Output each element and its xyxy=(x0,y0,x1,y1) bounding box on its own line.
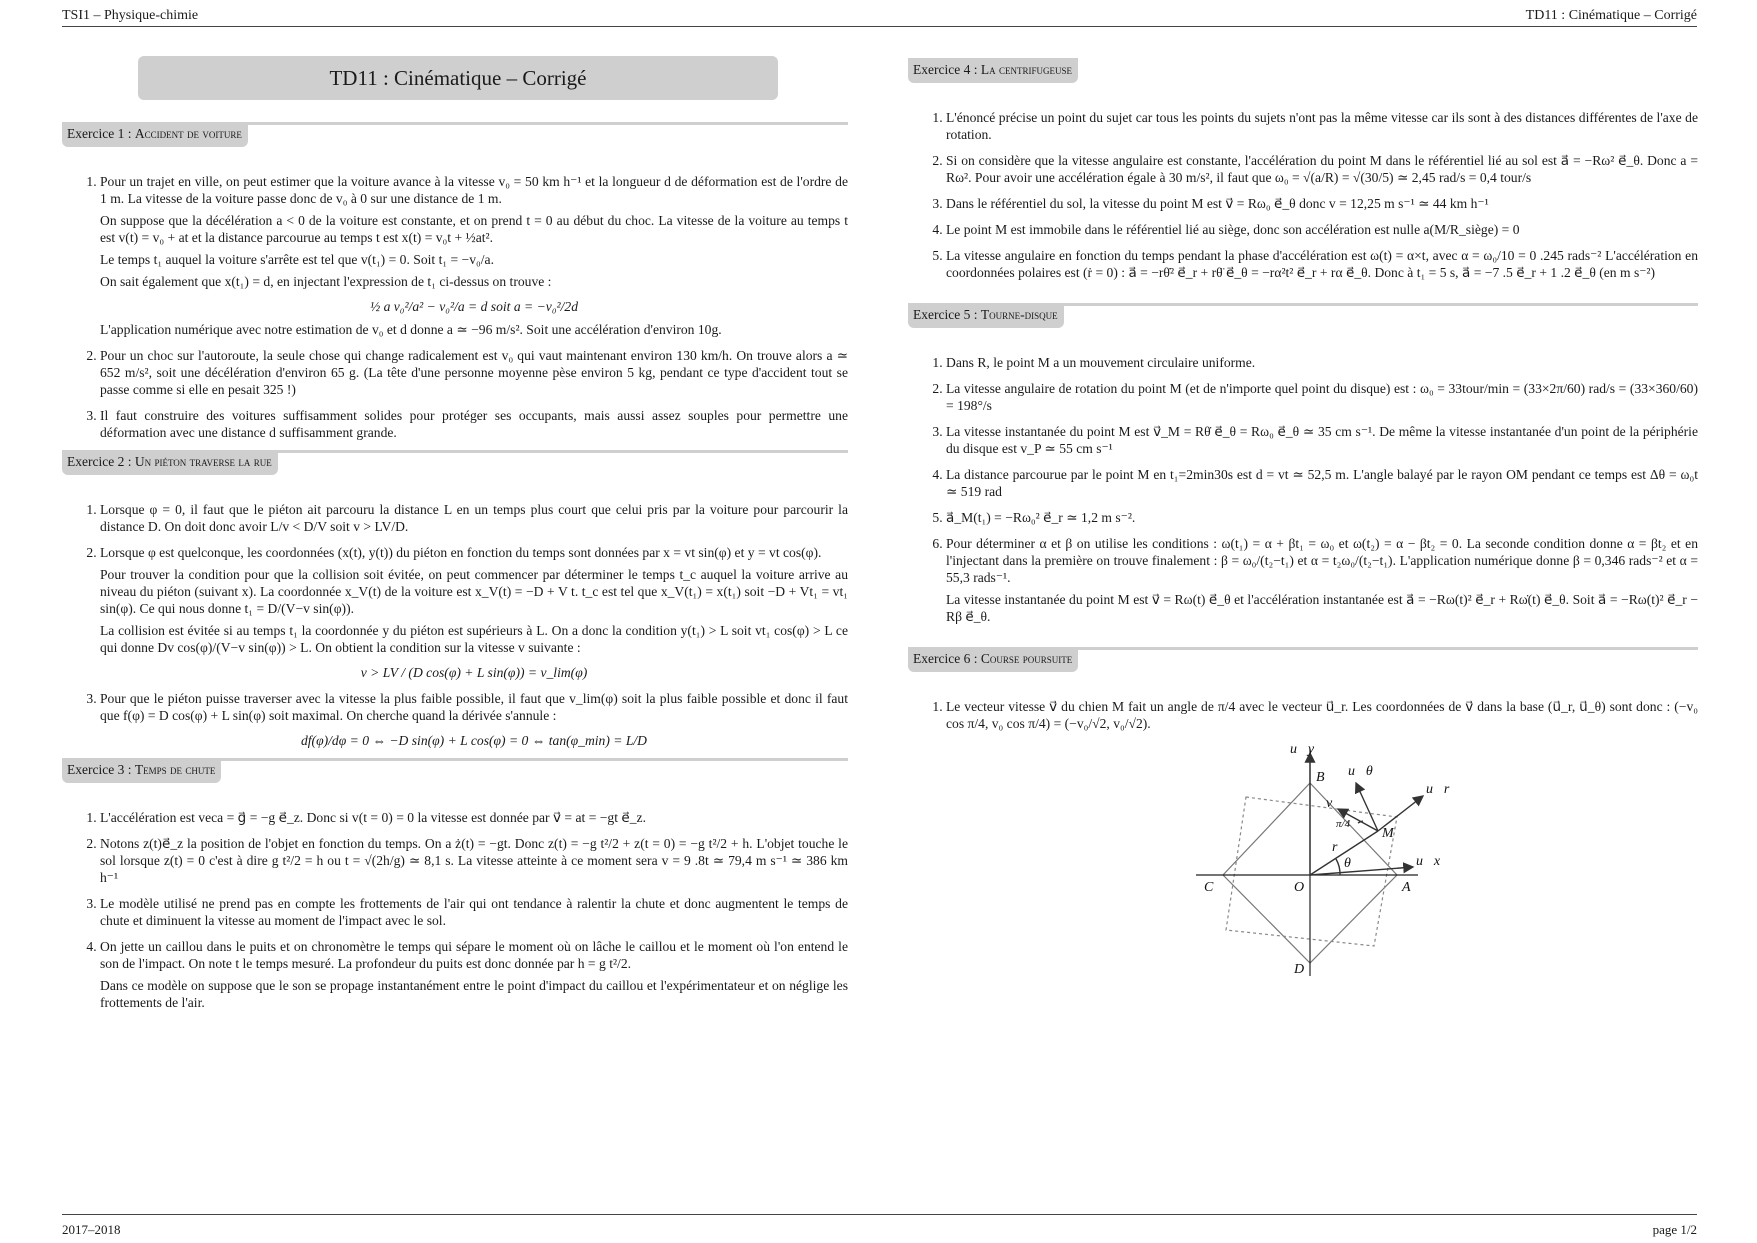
label-O: O xyxy=(1294,880,1305,895)
list-item: 2. Notons z(t)e⃗_z la position de l'objet en fonction du temps. On a ż(t) = −gt. Donc z(t) = −g t²/2 + z(t = 0) = −g t²/2 + h. L'objet touche le sol lorsque z(t) = 0 c'est à dire g t²/2 = h ou t = √(2h/g) ≃ 8,1 s. La vitesse atteinte à ce moment sera v = 9 .8t ≃ 79,4 m s⁻¹ ≃ 386 km h⁻¹ xyxy=(100,835,848,886)
exercise-name: Temps de chute xyxy=(134,762,216,777)
exercise-label: Exercice 5 : xyxy=(913,307,981,322)
footer-rule xyxy=(62,1214,1697,1215)
list-item: 3. Pour que le piéton puisse traverser avec la vitesse la plus faible possible, il faut que v_lim(φ) soit la plus faible possible et donc il faut que f(φ) = D cos(φ) + L sin(φ) soit maximal. On cherche quand la dérivée s'annule : df(φ)/dφ = 0 ⇔ −D sin(φ) + L cos(φ) = 0 ⇔ tan(φ_min) = L/D xyxy=(100,690,848,749)
label-A: A xyxy=(1402,880,1411,895)
list-item: 1. L'accélération est veca = g⃗ = −g e⃗_z. Donc si v(t = 0) = 0 la vitesse est donnée par v⃗ = at = −gt e⃗_z. xyxy=(100,809,848,826)
paragraph: Dans ce modèle on suppose que le son se propage instantanément entre le point d'impact du caillou et l'expérimentateur et on néglige les frottements de l'air. xyxy=(100,978,848,1010)
list-item: 4. La distance parcourue par le point M en t₁=2min30s est d = vt ≃ 52,5 m. L'angle balayé par le rayon OM pendant ce temps est Δθ = ω₀t ≃ 519 rad xyxy=(946,466,1698,500)
footer-left: 2017–2018 xyxy=(62,1222,121,1237)
list-item: 1. Pour un trajet en ville, on peut estimer que la voiture avance à la vitesse v₀ = 50 km h⁻¹ et la longueur d de déformation est de l'ordre de 1 m. La vitesse de la voiture passe donc de v₀ à 0 sur une distance de 1 m. On suppose que la décélération a < 0 de la voiture est constante, et on prend t = 0 au début du choc. La vitesse de la voiture au temps t est v(t) = v₀ + at et la distance parcourue au temps t est x(t) = v₀t + ½at². Le temps t₁ auquel la voiture s'arrête est tel que v(t₁) = 0. Soit t₁ = −v₀/a. On sait également que x(t₁) = d, en injectant l'expression de t₁ ci-dessus on trouve : ½ a v₀²/a² − v₀²/a = d soit a = −v₀²/2d L'application numérique avec notre estimation de v₀ et d donne a ≃ −96 m/s². Soit une accélération d'environ 10g. xyxy=(100,173,848,338)
label-B: B xyxy=(1316,770,1325,785)
exercise-1-header xyxy=(62,122,848,147)
utheta-vector xyxy=(1356,783,1378,831)
exercise-name: Un piéton traverse la rue xyxy=(134,454,272,469)
list-item: 4. Le point M est immobile dans le référentiel lié au siège, donc son accélération est nulle a(M/R_siège) = 0 xyxy=(946,221,1698,238)
exercise-3-list xyxy=(62,809,848,1011)
label-uy: u⃗y xyxy=(1290,742,1315,757)
ux-vector xyxy=(1310,867,1413,875)
list-item: 2. Pour un choc sur l'autoroute, la seule chose qui change radicalement est v₀ qui vaut maintenant environ 130 km/h. On trouve alors a ≃ 652 m/s², soit une décélération d'environ 65 g. (La tête d'une personne moyenne pèse environ 5 kg, pendant ce type d'accident tout se passe comme si elle en pesait 325 !) xyxy=(100,347,848,398)
exercise-label: Exercice 4 : xyxy=(913,62,981,77)
list-item: 1. Dans R, le point M a un mouvement circulaire uniforme. xyxy=(946,354,1698,371)
list-item: 2. Si on considère que la vitesse angulaire est constante, l'accélération du point M dans le référentiel lié au sol est a⃗ = −Rω² e⃗_θ. Donc a = Rω². Pour avoir une accélération égale à 30 m/s², il faut que ω₀ = √(a/R) = √(30/5) ≃ 2,45 rad/s = 0,4 tour/s xyxy=(946,152,1698,186)
exercise-label: Exercice 2 : xyxy=(67,454,135,469)
exercise-name: Course poursuite xyxy=(980,651,1073,666)
label-D: D xyxy=(1294,962,1305,977)
exercise-6-header xyxy=(908,647,1698,672)
equation: v > LV / (D cos(φ) + L sin(φ)) = v_lim(φ) xyxy=(360,665,588,680)
list-item: 2. La vitesse angulaire de rotation du point M (et de n'importe quel point du disque) est : ω₀ = 33tour/min = (33×2π/60) rad/s = (33×360/60) = 198°/s xyxy=(946,380,1698,414)
paragraph: La collision est évitée si au temps t₁ la coordonnée y du piéton est supérieurs à L. On a donc la condition y(t₁) > L soit vt₁ cos(φ) > L ce qui donne Dv cos(φ)/(V−v sin(φ)) > L. On obtient la condition sur la vitesse v suivante : xyxy=(100,623,848,655)
exercise-label: Exercice 6 : xyxy=(913,651,981,666)
equation: df(φ)/dφ = 0 ⇔ −D sin(φ) + L cos(φ) = 0 ⇔ tan(φ_min) = L/D xyxy=(300,733,648,748)
label-v: v⃗ xyxy=(1326,796,1344,811)
list-item: 3. Dans le référentiel du sol, la vitesse du point M est v⃗ = Rω₀ e⃗_θ donc v = 12,25 m s⁻¹ ≃ 44 km h⁻¹ xyxy=(946,195,1698,212)
exercise-name: La centrifugeuse xyxy=(980,62,1072,77)
list-item: 4. On jette un caillou dans le puits et on chronomètre le temps qui sépare le moment où on lâche le caillou et le moment où l'on entend le son de l'impact. On note t le temps mesuré. La profondeur du puits est donc donnée par h = g t²/2. Dans ce modèle on suppose que le son se propage instantanément entre le point d'impact du caillou et l'expérimentateur et on néglige les frottements de l'air. xyxy=(100,938,848,1011)
list-item: 1. L'énoncé précise un point du sujet car tous les points du sujets n'ont pas la même vitesse car ils sont à des distances différentes de l'axe de rotation. xyxy=(946,109,1698,143)
exercise-4-list xyxy=(908,109,1698,281)
left-column xyxy=(62,52,848,1020)
label-theta: θ xyxy=(1344,856,1351,871)
header-rule xyxy=(62,26,1697,27)
exercise-6-list xyxy=(908,698,1698,732)
label-utheta: u⃗θ xyxy=(1348,764,1373,779)
right-column xyxy=(908,52,1698,991)
course-poursuite-figure xyxy=(908,741,1698,991)
exercise-2-header xyxy=(62,450,848,475)
exercise-label: Exercice 1 : xyxy=(67,126,135,141)
list-item: 3. La vitesse instantanée du point M est v⃗_M = Rθ̇ e⃗_θ = Rω₀ e⃗_θ ≃ 35 cm s⁻¹. De même la vitesse instantanée d'un point de la périphérie du disque est v_P ≃ 55 cm s⁻¹ xyxy=(946,423,1698,457)
exercise-name: Tourne-disque xyxy=(980,307,1058,322)
exercise-4-header xyxy=(908,58,1698,83)
exercise-5-list xyxy=(908,354,1698,625)
paragraph: L'application numérique avec notre estimation de v₀ et d donne a ≃ −96 m/s². Soit une accélération d'environ 10g. xyxy=(100,322,722,337)
page-title: TD11 : Cinématique – Corrigé xyxy=(138,56,778,100)
label-C: C xyxy=(1204,880,1214,895)
header-right: TD11 : Cinématique – Corrigé xyxy=(1525,8,1697,23)
paragraph: On sait également que x(t₁) = d, en injectant l'expression de t₁ ci-dessus on trouve : xyxy=(100,274,552,289)
footer-page-number: page 1/2 xyxy=(1652,1222,1697,1237)
label-M: M xyxy=(1382,826,1394,841)
list-item: 6. Pour déterminer α et β on utilise les conditions : ω(t₁) = α + βt₁ = ω₀ et ω(t₂) = α − βt₂ = 0. La seconde condition donne α = βt₂ et en l'injectant dans la première on trouve finalement : β = ω₀/(t₂−t₁) et α = t₂ω₀/(t₂−t₁). L'application numérique donne β = 0,346 rads⁻² et α = 55,3 rads⁻¹. La vitesse instantanée du point M est v⃗ = Rω(t) e⃗_θ et l'accélération instantanée est a⃗ = −Rω(t)² e⃗_r + Rω̇(t) e⃗_θ. Soit a⃗ = −Rω(t)² e⃗_r − Rβ e⃗_θ. xyxy=(946,535,1698,625)
paragraph: Pour trouver la condition pour que la collision soit évitée, on peut commencer par déterminer le temps t_c auquel la voiture arrive au niveau du piéton (suivant x). La coordonnée x_V(t) de la voiture est x_V(t) = −D + V t. t_c est tel que x_V(t₁) = x(t₁) soit −D + Vt₁ = vt₁ sin(φ). Ce qui nous donne t₁ = D/(V−v sin(φ)). xyxy=(100,567,848,616)
paragraph: La vitesse instantanée du point M est v⃗ = Rω(t) e⃗_θ et l'accélération instantanée est a⃗ = −Rω(t)² e⃗_r + Rω̇(t) e⃗_θ. Soit a⃗ = −Rω(t)² e⃗_r − Rβ e⃗_θ. xyxy=(946,592,1698,624)
list-item: 1. Lorsque φ = 0, il faut que le piéton ait parcouru la distance L en un temps plus court que celui pris par la voiture pour parcourir la distance D. On doit donc avoir L/v < D/V soit v > LV/D. xyxy=(100,501,848,535)
exercise-3-header xyxy=(62,758,848,783)
list-item: 3. Il faut construire des voitures suffisamment solides pour protéger ses occupants, mais aussi assez souples pour permettre une déformation avec une distance d suffisamment grande. xyxy=(100,407,848,441)
label-ux: u⃗x xyxy=(1416,854,1441,869)
list-item: 3. Le modèle utilisé ne prend pas en compte les frottements de l'air qui ont tendance à ralentir la chute et donc augmentent le temps de chute et diminuent la vitesse au moment de l'impact avec le sol. xyxy=(100,895,848,929)
header-left: TSI1 – Physique-chimie xyxy=(62,8,199,23)
list-item: 5. La vitesse angulaire en fonction du temps pendant la phase d'accélération est ω(t) = α×t, avec α = ω₀/10 = 0 .245 rads⁻² L'accélération en coordonnées polaires est (ṙ = 0) : a⃗ = −rθ̇² e⃗_r + rθ̈ e⃗_θ = −rα²t² e⃗_r + rα e⃗_θ. Donc à t₁ = 5 s, a⃗ = −7 .5 e⃗_r + 1 .2 e⃗_θ (en m s⁻²) xyxy=(946,247,1698,281)
list-item: 1. Le vecteur vitesse v⃗ du chien M fait un angle de π/4 avec le vecteur u⃗_r. Les coordonnées de v⃗ dans la base (u⃗_r, u⃗_θ) sont donc : (−v₀ cos π/4, v₀ cos π/4) = (−v₀/√2, v₀/√2). xyxy=(946,698,1698,732)
label-ur: u⃗r xyxy=(1426,782,1450,797)
equation: ½ a v₀²/a² − v₀²/a = d soit a = −v₀²/2d xyxy=(369,299,578,314)
rotated-square-outline xyxy=(1226,797,1397,946)
list-item: 2. Lorsque φ est quelconque, les coordonnées (x(t), y(t)) du piéton en fonction du temps sont données par x = vt sin(φ) et y = vt cos(φ). Pour trouver la condition pour que la collision soit évitée, on peut commencer par déterminer le temps t_c auquel la voiture arrive au niveau du piéton (suivant x). La coordonnée x_V(t) de la voiture est x_V(t) = −D + V t. t_c est tel que x_V(t₁) = x(t₁) soit −D + Vt₁ = vt₁ sin(φ). Ce qui nous donne t₁ = D/(V−v sin(φ)). La collision est évitée si au temps t₁ la coordonnée y du piéton est supérieurs à L. On a donc la condition y(t₁) > L soit vt₁ cos(φ) > L ce qui donne Dv cos(φ)/(V−v sin(φ)) > L. On obtient la condition sur la vitesse v suivante : v > LV / (D cos(φ) + L sin(φ)) = v_lim(φ) xyxy=(100,544,848,681)
paragraph: On suppose que la décélération a < 0 de la voiture est constante, et on prend t = 0 au début du choc. La vitesse de la voiture au temps t est v(t) = v₀ + at et la distance parcourue au temps t est x(t) = v₀t + ½at². xyxy=(100,213,848,245)
exercise-1-list xyxy=(62,173,848,441)
exercise-5-header xyxy=(908,303,1698,328)
exercise-2-list xyxy=(62,501,848,749)
label-r: r xyxy=(1332,840,1338,855)
paragraph: Le temps t₁ auquel la voiture s'arrête est tel que v(t₁) = 0. Soit t₁ = −v₀/a. xyxy=(100,252,494,267)
exercise-name: Accident de voiture xyxy=(134,126,242,141)
label-pi4: π/4 xyxy=(1336,818,1351,830)
list-item: 5. a⃗_M(t₁) = −Rω₀² e⃗_r ≃ 1,2 m s⁻². xyxy=(946,509,1698,526)
exercise-label: Exercice 3 : xyxy=(67,762,135,777)
